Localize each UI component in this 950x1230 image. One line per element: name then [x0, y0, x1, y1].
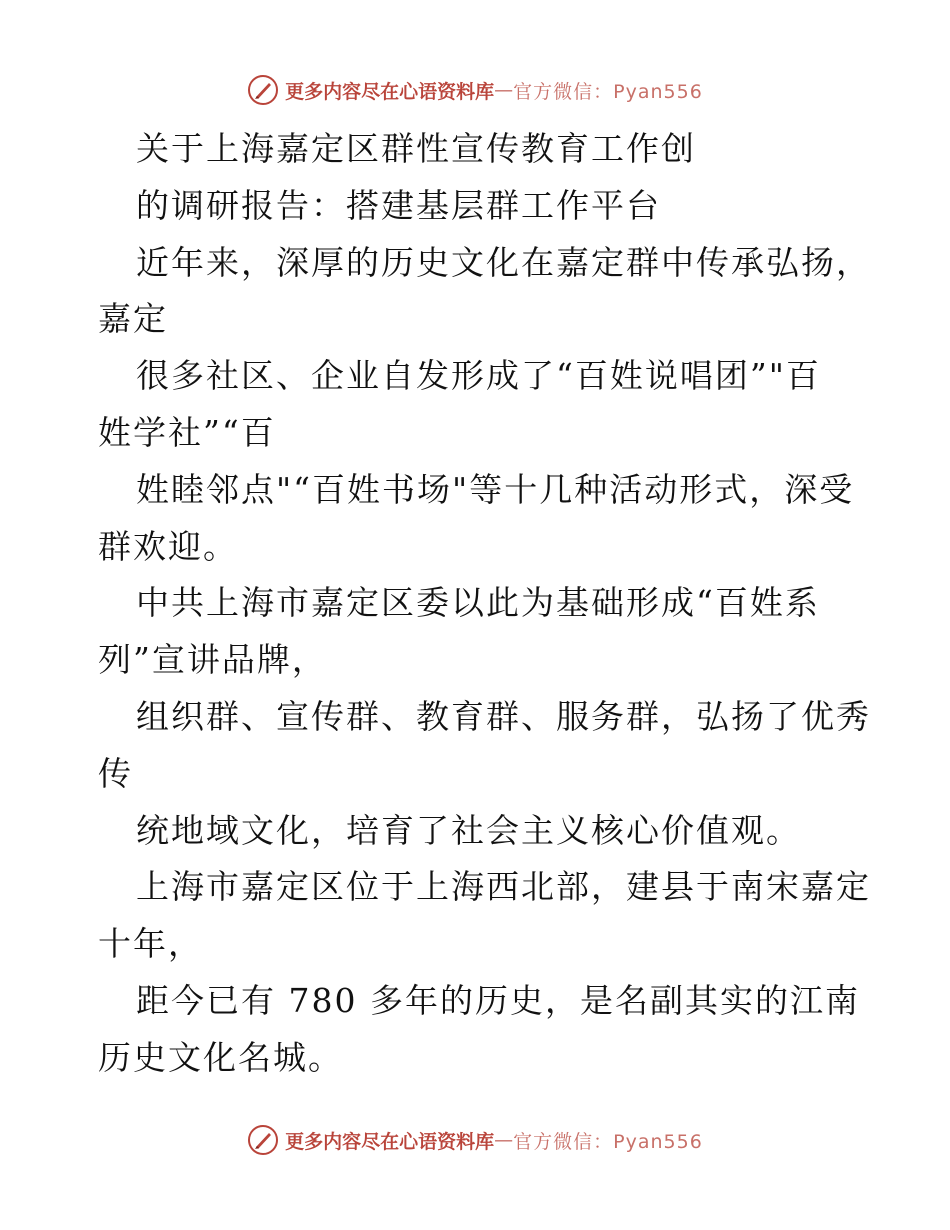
text-line: 传	[98, 753, 133, 793]
banner-brand-text: 更多内容尽在心语资料库	[285, 1130, 495, 1153]
text-line: 姓学社”“百	[98, 412, 276, 452]
text-line: 上海市嘉定区位于上海西北部，建县于南宋嘉定	[136, 867, 871, 907]
text-line: 的调研报告：搭建基层群工作平台	[136, 185, 661, 225]
text-line: 姓睦邻点"“百姓书场"等十几种活动形式，深受	[136, 469, 855, 509]
document-body	[98, 121, 871, 1087]
text-line: 十年，	[98, 924, 203, 964]
text-line: 统地域文化，培育了社会主义核心价值观。	[136, 810, 801, 850]
text-line: 关于上海嘉定区群性宣传教育工作创	[136, 129, 696, 168]
text-line: 组织群、宣传群、教育群、服务群，弘扬了优秀	[136, 696, 871, 736]
text-line: 历史文化名城。	[98, 1037, 343, 1077]
text-line: 很多社区、企业自发形成了“百姓说唱团”"百	[136, 356, 821, 396]
footer-watermark-banner	[0, 1118, 950, 1162]
quill-logo-icon	[247, 1124, 279, 1156]
text-line: 中共上海市嘉定区委以此为基础形成“百姓系	[136, 583, 820, 623]
quill-logo-icon	[247, 74, 279, 106]
banner-wechat-text: 官方微信：Pyan556	[513, 80, 703, 103]
text-line: 列”宣讲品牌，	[98, 640, 327, 680]
banner-brand-text: 更多内容尽在心语资料库	[285, 80, 495, 103]
text-line: 嘉定	[98, 299, 168, 339]
banner-dash: —	[494, 1129, 514, 1151]
text-line: 群欢迎。	[98, 526, 238, 566]
header-watermark-banner	[0, 68, 950, 112]
text-line: 近年来，深厚的历史文化在嘉定群中传承弘扬，	[136, 242, 871, 282]
banner-wechat-text: 官方微信：Pyan556	[513, 1130, 703, 1153]
banner-dash: —	[494, 79, 514, 101]
text-line: 距今已有 780 多年的历史，是名副其实的江南	[136, 980, 860, 1020]
